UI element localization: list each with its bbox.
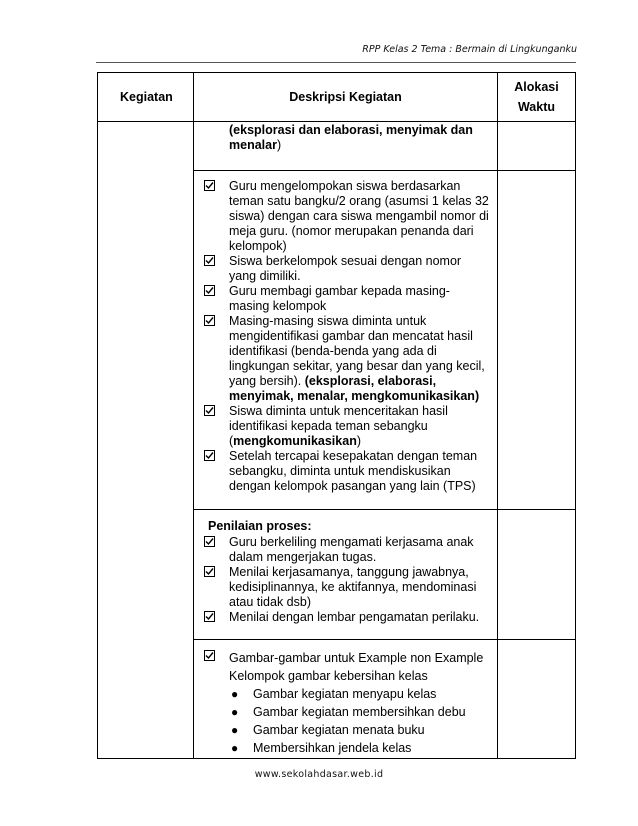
bullet-item: ● Gambar kegiatan menata buku <box>231 723 425 737</box>
alokasi-cell-row3 <box>498 510 576 640</box>
penilaian-title: Penilaian proses: <box>208 519 312 533</box>
list-item-text: Siswa diminta untuk menceritakan hasil identifikasi kepada teman sebangku (mengkomunikasikan) <box>229 404 448 448</box>
row1-line2: menalar) <box>229 138 282 152</box>
running-header: RPP Kelas 2 Tema : Bermain di Lingkunganku <box>362 44 577 55</box>
checkbox-icon <box>204 535 221 551</box>
checkbox-icon <box>204 404 221 420</box>
table-header-row <box>98 73 576 122</box>
bullet-item: ● Membersihkan jendela kelas <box>231 741 412 755</box>
kegiatan-cell <box>98 122 194 759</box>
header-alokasi <box>498 73 576 122</box>
list-item-text: Setelah tercapai kesepakatan dengan teman sebangku, diminta untuk mendiskusikan dengan kelompok pasangan yang lain (TPS) <box>229 449 478 493</box>
list-item <box>204 610 489 626</box>
header-alokasi-line1: Alokasi <box>514 80 559 94</box>
checkbox-icon <box>204 610 221 626</box>
list-item-text: Guru mengelompokan siswa berdasarkan teman satu bangku/2 orang (asumsi 1 kelas 32 siswa) dengan cara siswa mengambil nomor di meja guru. (nomor merupakan penanda dari kelompok) <box>229 179 489 253</box>
deskripsi-cell-row3 <box>194 510 498 640</box>
list-item-text: Masing-masing siswa diminta untuk mengidentifikasi gambar dan mencatat hasil identifikasi (benda-benda yang ada di lingkungan sekitar, yang besar dan yang kecil, yang bersih). (eksplorasi, elaborasi, menyimak, menalar, mengkomunikasikan) <box>229 314 485 403</box>
header-deskripsi: Deskripsi Kegiatan <box>194 73 498 122</box>
list-item <box>204 649 489 667</box>
alokasi-cell-row1 <box>498 122 576 171</box>
alokasi-cell-row4 <box>498 640 576 759</box>
checkbox-icon <box>204 565 221 581</box>
list-item-text: Menilai kerjasamanya, tanggung jawabnya, kedisiplinannya, ke aktifannya, mendominasi atau tidak dsb) <box>229 565 477 609</box>
bullet-icon: ● <box>231 741 239 755</box>
list-item-text: Gambar-gambar untuk Example non Example <box>229 651 484 665</box>
kelompok-subtitle: Kelompok gambar kebersihan kelas <box>229 669 428 683</box>
bullet-item: ● Gambar kegiatan menyapu kelas <box>231 687 437 701</box>
activity-table <box>97 72 576 759</box>
table-row <box>98 122 576 171</box>
list-item <box>204 284 489 314</box>
checkbox-icon <box>204 179 221 195</box>
list-item <box>204 314 489 404</box>
list-item <box>204 404 489 449</box>
header-kegiatan: Kegiatan <box>98 73 194 122</box>
deskripsi-cell-row1 <box>194 122 498 171</box>
checkbox-icon <box>204 284 221 300</box>
bullet-item: ● Gambar kegiatan membersihkan debu <box>231 705 466 719</box>
checkbox-icon <box>204 254 221 270</box>
list-item <box>204 565 489 610</box>
bullet-icon: ● <box>231 705 239 719</box>
header-alokasi-line2: Waktu <box>517 100 556 114</box>
list-item <box>204 535 489 565</box>
deskripsi-cell-row4 <box>194 640 498 759</box>
list-item-text: Guru membagi gambar kepada masing-masing kelompok <box>229 284 450 313</box>
list-item <box>204 254 489 284</box>
list-item <box>204 449 489 494</box>
deskripsi-cell-row2 <box>194 171 498 510</box>
checkbox-icon <box>204 649 221 665</box>
list-item <box>204 179 489 254</box>
bullet-icon: ● <box>231 687 239 701</box>
list-item-text: Siswa berkelompok sesuai dengan nomor yang dimiliki. <box>229 254 462 283</box>
bullet-icon: ● <box>231 723 239 737</box>
checkbox-icon <box>204 314 221 330</box>
footer-url: www.sekolahdasar.web.id <box>254 769 384 780</box>
header-rule <box>96 62 576 63</box>
list-item-text: Menilai dengan lembar pengamatan perilaku. <box>229 610 480 624</box>
row1-line1: (eksplorasi dan elaborasi, menyimak dan <box>229 123 473 137</box>
alokasi-cell-row2 <box>498 171 576 510</box>
list-item-text: Guru berkeliling mengamati kerjasama anak dalam mengerjakan tugas. <box>229 535 474 564</box>
checkbox-icon <box>204 449 221 465</box>
